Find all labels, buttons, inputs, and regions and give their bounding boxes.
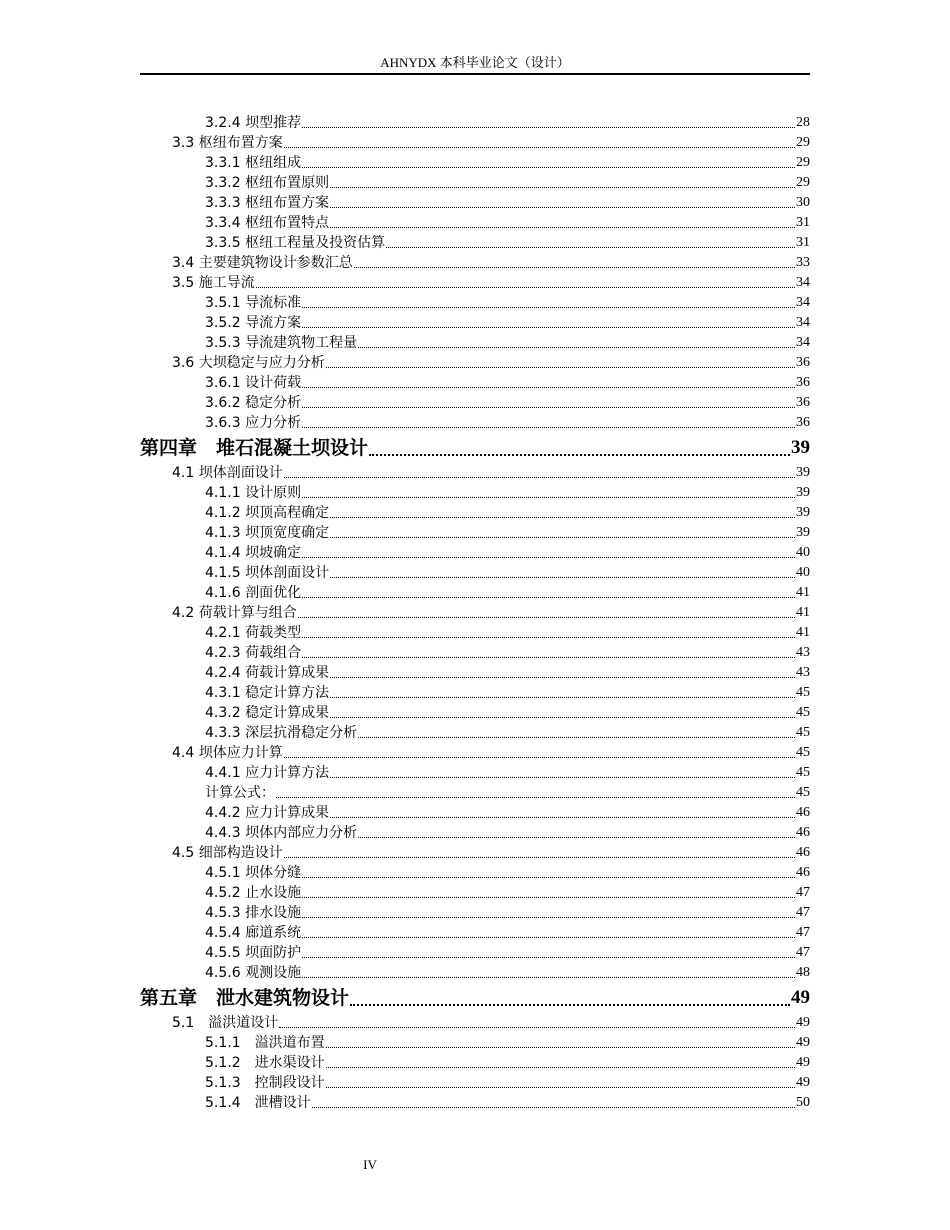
toc-subsection-entry[interactable] (140, 1093, 810, 1113)
toc-entry-label: 3.2.4 坝型推荐 (205, 115, 302, 131)
toc-subsection-entry[interactable] (140, 333, 810, 353)
toc-entry-page: 43 (796, 645, 810, 660)
toc-dot-leader (302, 637, 795, 638)
toc-subsection-entry[interactable] (140, 413, 810, 433)
toc-entry-label: 3.3.1 枢纽组成 (205, 155, 302, 171)
toc-entry-page: 49 (796, 1075, 810, 1090)
toc-entry-page: 34 (796, 275, 810, 290)
toc-subsection-entry[interactable] (140, 643, 810, 663)
toc-entry-label: 4.3.1 稳定计算方法 (205, 685, 330, 701)
toc-dot-leader (330, 187, 795, 188)
toc-entry-page: 41 (796, 625, 810, 640)
toc-dot-leader (302, 427, 795, 428)
toc-entry-label: 4.4.1 应力计算方法 (205, 765, 330, 781)
toc-subsection-entry[interactable] (140, 583, 810, 603)
toc-subsection-entry[interactable] (140, 483, 810, 503)
toc-entry-label: 5.1.1 溢洪道布置 (205, 1035, 325, 1051)
toc-entry-page: 46 (796, 805, 810, 820)
toc-entry-page: 34 (796, 335, 810, 350)
toc-subsection-entry[interactable] (140, 113, 810, 133)
toc-entry-label: 4.2.1 荷载类型 (205, 625, 302, 641)
toc-dot-leader (326, 367, 795, 368)
toc-dot-leader (358, 737, 795, 738)
toc-subsection-entry[interactable] (140, 663, 810, 683)
toc-dot-leader (256, 287, 795, 288)
toc-entry-label: 4.2.4 荷载计算成果 (205, 665, 330, 681)
toc-chapter-entry[interactable] (140, 983, 810, 1013)
toc-subsection-entry[interactable] (140, 193, 810, 213)
toc-entry-label: 第五章 泄水建筑物设计 (140, 987, 350, 1009)
toc-entry-label: 3.5 施工导流 (172, 275, 255, 291)
toc-subsection-entry[interactable] (140, 313, 810, 333)
toc-entry-label: 4.5.2 止水设施 (205, 885, 302, 901)
toc-dot-leader (330, 677, 795, 678)
toc-dot-leader (326, 1047, 795, 1048)
toc-dot-leader (330, 227, 795, 228)
toc-entry-label: 4.1.4 坝坡确定 (205, 545, 302, 561)
toc-entry-page: 30 (796, 195, 810, 210)
toc-entry-label: 3.3.5 枢纽工程量及投资估算 (205, 235, 386, 251)
toc-entry-page: 46 (796, 845, 810, 860)
toc-subsection-entry[interactable] (140, 703, 810, 723)
toc-entry-label: 4.5.3 排水设施 (205, 905, 302, 921)
toc-subsection-entry[interactable] (140, 153, 810, 173)
toc-entry-label: 3.3.3 枢纽布置方案 (205, 195, 330, 211)
toc-subsection-entry[interactable] (140, 803, 810, 823)
toc-dot-leader (284, 477, 795, 478)
toc-subsection-entry[interactable] (140, 543, 810, 563)
toc-section-entry[interactable] (140, 353, 810, 373)
toc-entry-label: 4.1.2 坝顶高程确定 (205, 505, 330, 521)
toc-entry-page: 34 (796, 315, 810, 330)
toc-dot-leader (298, 617, 795, 618)
toc-dot-leader (354, 267, 795, 268)
toc-entry-label: 5.1.2 进水渠设计 (205, 1055, 325, 1071)
toc-entry-page: 28 (796, 115, 810, 130)
toc-entry-label: 4.5.6 观测设施 (205, 965, 302, 981)
toc-dot-leader (302, 877, 795, 878)
toc-subsection-entry[interactable] (140, 1053, 810, 1073)
toc-entry-page: 36 (796, 395, 810, 410)
toc-entry-page: 48 (796, 965, 810, 980)
toc-dot-leader (284, 757, 795, 758)
toc-dot-leader (330, 817, 795, 818)
toc-dot-leader (369, 454, 790, 456)
toc-entry-page: 47 (796, 885, 810, 900)
toc-entry-label: 4.2.3 荷载组合 (205, 645, 302, 661)
toc-dot-leader (284, 857, 795, 858)
toc-subsection-entry[interactable] (140, 373, 810, 393)
toc-subsection-entry[interactable] (140, 943, 810, 963)
toc-dot-leader (330, 537, 795, 538)
toc-entry-page: 36 (796, 415, 810, 430)
toc-entry-page: 45 (796, 765, 810, 780)
toc-dot-leader (284, 147, 795, 148)
toc-subsection-entry[interactable] (140, 923, 810, 943)
toc-entry-label: 4.5 细部构造设计 (172, 845, 283, 861)
toc-dot-leader (312, 1107, 795, 1108)
toc-dot-leader (302, 917, 795, 918)
toc-section-entry[interactable] (140, 743, 810, 763)
toc-dot-leader (330, 777, 795, 778)
toc-entry-page: 36 (796, 375, 810, 390)
toc-dot-leader (302, 167, 795, 168)
toc-entry-label: 4.5.1 坝体分缝 (205, 865, 302, 881)
toc-entry-page: 47 (796, 925, 810, 940)
toc-entry-page: 46 (796, 825, 810, 840)
toc-section-entry[interactable] (140, 253, 810, 273)
toc-subsection-entry[interactable] (140, 883, 810, 903)
toc-entry-page: 39 (796, 465, 810, 480)
toc-subsection-entry[interactable] (140, 563, 810, 583)
toc-subsection-entry[interactable] (140, 723, 810, 743)
toc-entry-page: 45 (796, 745, 810, 760)
toc-entry-page: 39 (796, 505, 810, 520)
toc-section-entry[interactable] (140, 1013, 810, 1033)
toc-entry-page: 39 (791, 437, 810, 458)
toc-subsection-entry[interactable] (140, 903, 810, 923)
toc-entry-page: 41 (796, 585, 810, 600)
toc-section-entry[interactable] (140, 133, 810, 153)
toc-entry-label: 3.5.3 导流建筑物工程量 (205, 335, 358, 351)
toc-subsection-entry[interactable] (140, 523, 810, 543)
toc-entry-label: 4.4.3 坝体内部应力分析 (205, 825, 358, 841)
toc-entry-label: 4.1.1 设计原则 (205, 485, 302, 501)
toc-entry-label: 3.6.1 设计荷载 (205, 375, 302, 391)
toc-dot-leader (302, 387, 795, 388)
toc-subsection-entry[interactable] (140, 783, 810, 803)
toc-entry-page: 34 (796, 295, 810, 310)
toc-dot-leader (302, 597, 795, 598)
toc-entry-page: 45 (796, 785, 810, 800)
toc-entry-page: 49 (791, 987, 810, 1008)
toc-dot-leader (358, 837, 795, 838)
toc-dot-leader (302, 977, 795, 978)
toc-entry-page: 40 (796, 545, 810, 560)
toc-entry-page: 50 (796, 1095, 810, 1110)
toc-entry-page: 29 (796, 175, 810, 190)
toc-subsection-entry[interactable] (140, 213, 810, 233)
toc-entry-page: 36 (796, 355, 810, 370)
toc-dot-leader (330, 717, 795, 718)
toc-entry-page: 49 (796, 1055, 810, 1070)
toc-dot-leader (330, 697, 795, 698)
toc-entry-page: 45 (796, 685, 810, 700)
toc-section-entry[interactable] (140, 603, 810, 623)
toc-dot-leader (326, 1067, 795, 1068)
toc-dot-leader (350, 1004, 790, 1006)
toc-dot-leader (302, 957, 795, 958)
toc-entry-label: 4.2 荷载计算与组合 (172, 605, 297, 621)
toc-entry-label: 3.3.2 枢纽布置原则 (205, 175, 330, 191)
toc-dot-leader (358, 347, 795, 348)
toc-entry-page: 31 (796, 235, 810, 250)
toc-entry-page: 39 (796, 485, 810, 500)
toc-entry-label: 3.3.4 枢纽布置特点 (205, 215, 330, 231)
toc-dot-leader (302, 307, 795, 308)
toc-dot-leader (302, 657, 795, 658)
toc-dot-leader (330, 517, 795, 518)
toc-entry-label: 4.5.4 廊道系统 (205, 925, 302, 941)
toc-entry-page: 41 (796, 605, 810, 620)
header-rule (140, 73, 810, 75)
toc-subsection-entry[interactable] (140, 293, 810, 313)
page-number: IV (363, 1157, 377, 1172)
toc-entry-label: 3.5.1 导流标准 (205, 295, 302, 311)
toc-entry-label: 4.4.2 应力计算成果 (205, 805, 330, 821)
toc-entry-label: 4.1.5 坝体剖面设计 (205, 565, 330, 581)
toc-entry-label: 3.4 主要建筑物设计参数汇总 (172, 255, 353, 271)
toc-entry-label: 3.6.2 稳定分析 (205, 395, 302, 411)
toc-entry-label: 3.3 枢纽布置方案 (172, 135, 283, 151)
toc-entry-page: 49 (796, 1035, 810, 1050)
toc-entry-page: 33 (796, 255, 810, 270)
toc-dot-leader (302, 407, 795, 408)
page-header: AHNYDX 本科毕业论文（设计） (380, 55, 570, 70)
toc-entry-page: 47 (796, 905, 810, 920)
toc-subsection-entry[interactable] (140, 863, 810, 883)
toc-subsection-entry[interactable] (140, 823, 810, 843)
toc-dot-leader (326, 1087, 795, 1088)
toc-entry-label: 4.1.6 剖面优化 (205, 585, 302, 601)
toc-subsection-entry[interactable] (140, 963, 810, 983)
toc-dot-leader (302, 497, 795, 498)
toc-dot-leader (302, 127, 795, 128)
toc-entry-label: 4.1.3 坝顶宽度确定 (205, 525, 330, 541)
toc-entry-page: 46 (796, 865, 810, 880)
toc-dot-leader (386, 247, 795, 248)
toc-dot-leader (302, 897, 795, 898)
toc-entry-page: 29 (796, 155, 810, 170)
toc-entry-page: 40 (796, 565, 810, 580)
toc-entry-label: 5.1 溢洪道设计 (172, 1015, 279, 1031)
toc-subsection-entry[interactable] (140, 173, 810, 193)
toc-entry-label: 5.1.4 泄槽设计 (205, 1095, 311, 1111)
toc-section-entry[interactable] (140, 273, 810, 293)
toc-entry-label: 3.6.3 应力分析 (205, 415, 302, 431)
toc-entry-label: 4.4 坝体应力计算 (172, 745, 283, 761)
toc-entry-label: 3.5.2 导流方案 (205, 315, 302, 331)
toc-subsection-entry[interactable] (140, 503, 810, 523)
toc-entry-page: 39 (796, 525, 810, 540)
toc-subsection-entry[interactable] (140, 393, 810, 413)
toc-dot-leader (302, 937, 795, 938)
toc-subsection-entry[interactable] (140, 763, 810, 783)
toc-dot-leader (276, 797, 795, 798)
toc-entry-page: 47 (796, 945, 810, 960)
toc-dot-leader (302, 557, 795, 558)
toc-subsection-entry[interactable] (140, 1073, 810, 1093)
toc-entry-label: 计算公式： (205, 785, 275, 801)
toc-dot-leader (330, 207, 795, 208)
toc-entry-page: 31 (796, 215, 810, 230)
toc-entry-page: 45 (796, 705, 810, 720)
toc-entry-page: 45 (796, 725, 810, 740)
toc-entry-page: 29 (796, 135, 810, 150)
toc-dot-leader (330, 577, 795, 578)
toc-subsection-entry[interactable] (140, 623, 810, 643)
toc-section-entry[interactable] (140, 463, 810, 483)
toc-subsection-entry[interactable] (140, 683, 810, 703)
toc-entry-label: 4.3.3 深层抗滑稳定分析 (205, 725, 358, 741)
toc-entry-label: 5.1.3 控制段设计 (205, 1075, 325, 1091)
toc-subsection-entry[interactable] (140, 1033, 810, 1053)
toc-entry-label: 第四章 堆石混凝土坝设计 (140, 437, 369, 459)
toc-entry-label: 3.6 大坝稳定与应力分析 (172, 355, 325, 371)
toc-dot-leader (279, 1027, 795, 1028)
toc-entry-label: 4.5.5 坝面防护 (205, 945, 302, 961)
toc-dot-leader (302, 327, 795, 328)
toc-entry-label: 4.3.2 稳定计算成果 (205, 705, 330, 721)
toc-entry-label: 4.1 坝体剖面设计 (172, 465, 283, 481)
toc-subsection-entry[interactable] (140, 233, 810, 253)
toc-entry-page: 43 (796, 665, 810, 680)
table-of-contents (140, 113, 810, 1113)
toc-section-entry[interactable] (140, 843, 810, 863)
toc-entry-page: 49 (796, 1015, 810, 1030)
toc-chapter-entry[interactable] (140, 433, 810, 463)
